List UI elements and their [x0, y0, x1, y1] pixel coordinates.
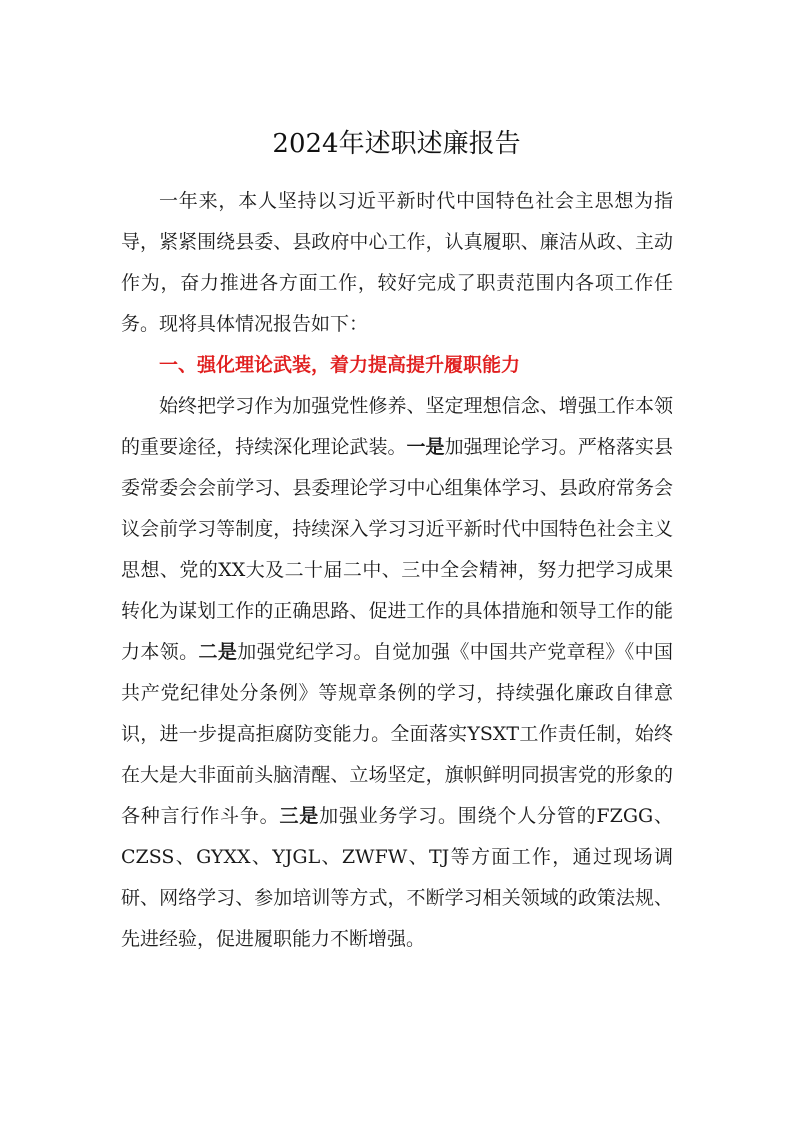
document-body	[121, 181, 673, 960]
point-marker-2: 二是	[198, 641, 238, 663]
point-text-3: 加强业务学习。围绕个人分管的FZGG、CZSS、GYXX、YJGL、ZWFW、TJ等方面工作，通过现场调研、网络学习、参加培训等方式，不断学习相关领域的政策法规、先进经验，促进履职能力不断增强。	[121, 805, 673, 950]
section-heading-1: 一、强化理论武装，着力提高提升履职能力	[159, 354, 521, 376]
document-title: 2024年述职述廉报告	[272, 129, 521, 159]
paragraph-lead: 始终把学习作为加强党性修养、坚定理想信念、增强工作本领的重要途径，持续深化理论武装。	[121, 395, 673, 458]
point-marker-3: 三是	[279, 805, 320, 827]
section-1-paragraph	[121, 386, 673, 960]
intro-paragraph: 一年来，本人坚持以习近平新时代中国特色社会主思想为指导，紧紧围绕县委、县政府中心工作，认真履职、廉洁从政、主动作为，奋力推进各方面工作，较好完成了职责范围内各项工作任务。现将具体情况报告如下：	[121, 190, 673, 335]
point-marker-1: 一是	[406, 436, 445, 458]
point-text-2: 加强党纪学习。自觉加强《中国共产党章程》《中国共产党纪律处分条例》等规章条例的学习，持续强化廉政自律意识，进一步提高拒腐防变能力。全面落实YSXT工作责任制，始终在大是大非面前头脑清醒、立场坚定，旗帜鲜明同损害党的形象的各种言行作斗争。	[121, 641, 673, 827]
point-text-1: 加强理论学习。严格落实县委常委会会前学习、县委理论学习中心组集体学习、县政府常务会议会前学习等制度，持续深入学习习近平新时代中国特色社会主义思想、党的XX大及二十届二中、三中全会精神，努力把学习成果转化为谋划工作的正确思路、促进工作的具体措施和领导工作的能力本领。	[121, 436, 673, 663]
